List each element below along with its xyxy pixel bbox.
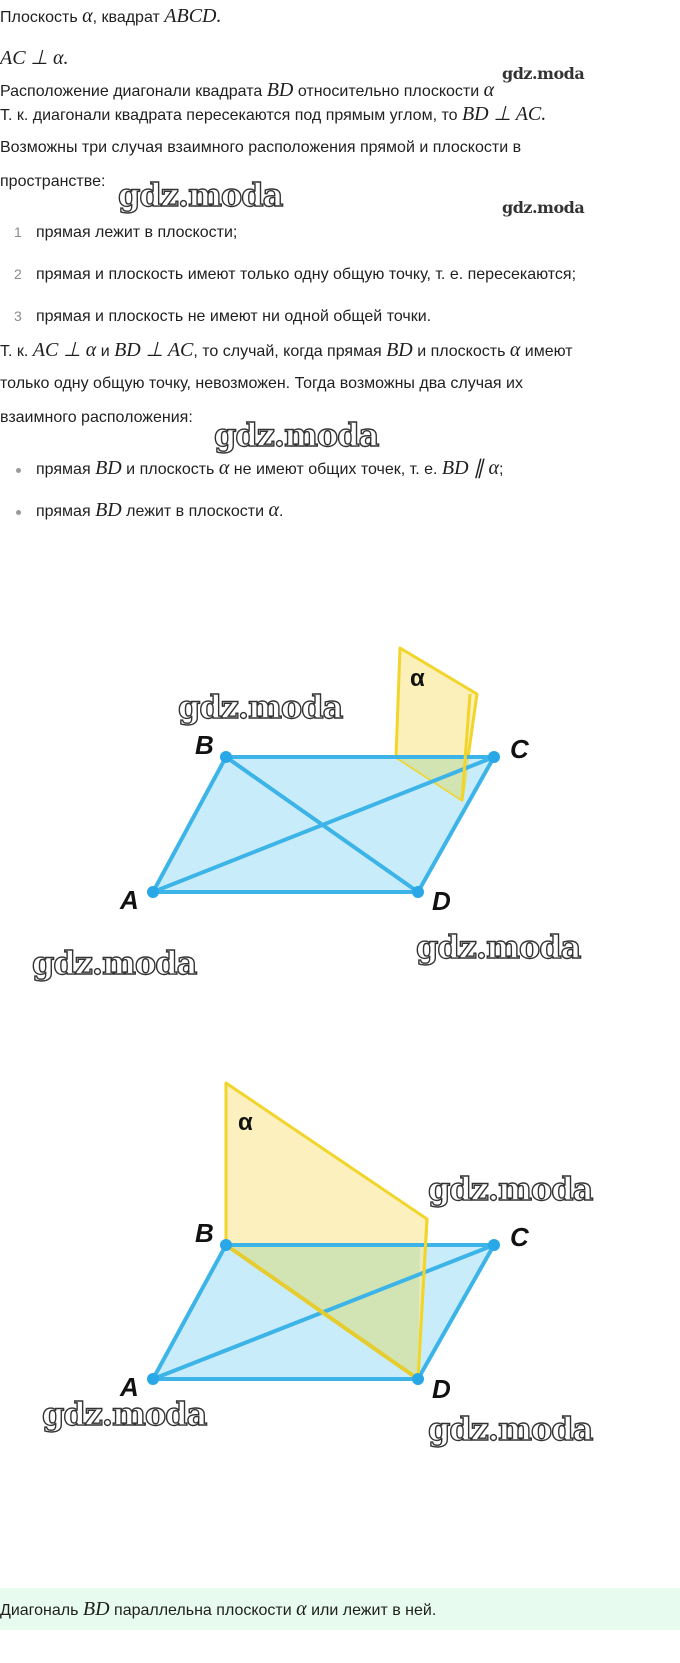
watermark: gdz.moda <box>118 176 283 214</box>
intro-line-3: пространстве: <box>0 173 106 190</box>
intro-line-1: Т. к. диагонали квадрата пересекаются под прямым углом, то BD ⊥ AC. <box>0 103 547 125</box>
reasoning-line-1: Т. к. AC ⊥ α и BD ⊥ AC, то случай, когда прямая BD и плоскость α имеют <box>0 339 573 361</box>
vertex-d <box>412 886 424 898</box>
label-b: B <box>195 1218 214 1248</box>
bullet <box>16 510 21 515</box>
watermark: gdz.moda <box>416 928 581 966</box>
case-item: прямая и плоскость имеют только одну общую точку, т. е. пересекаются; <box>36 266 577 283</box>
label-alpha: α <box>238 1109 253 1136</box>
case-item: прямая и плоскость не имеют ни одной общей точки. <box>36 308 432 325</box>
label-d: D <box>432 1374 451 1404</box>
conclusion-box <box>0 1588 680 1630</box>
case-number: 2 <box>14 266 22 282</box>
label-c: C <box>510 734 529 764</box>
watermark: gdz.moda <box>214 416 379 454</box>
reasoning-line-2: только одну общую точку, невозможен. Тогда возможны два случая их <box>0 375 523 392</box>
option-item: прямая BD лежит в плоскости α. <box>36 499 284 521</box>
watermark: gdz.moda <box>428 1410 593 1448</box>
conclusion-text: Диагональ BD параллельна плоскости α или лежит в ней. <box>0 1598 437 1620</box>
vertex-b <box>220 751 232 763</box>
bullet <box>16 468 21 473</box>
watermark: gdz.moda <box>502 64 585 83</box>
option-item: прямая BD и плоскость α не имеют общих точек, т. е. BD ∥ α; <box>36 457 504 479</box>
given-line-3: Расположение диагонали квадрата BD относительно плоскости α <box>0 79 495 101</box>
label-c: C <box>510 1222 529 1252</box>
case-number: 3 <box>14 308 22 324</box>
figure-case-line-in-plane <box>0 1070 680 1430</box>
label-a: A <box>120 885 139 915</box>
vertex-b <box>220 1239 232 1251</box>
reasoning-line-3: взаимного расположения: <box>0 409 193 426</box>
case-number: 1 <box>14 224 22 240</box>
given-line-2: AC ⊥ α. <box>0 47 69 69</box>
vertex-d <box>412 1373 424 1385</box>
label-b: B <box>195 730 214 760</box>
label-a: A <box>120 1372 139 1402</box>
vertex-a <box>147 886 159 898</box>
vertex-a <box>147 1373 159 1385</box>
case-item: прямая лежит в плоскости; <box>36 224 238 241</box>
label-alpha: α <box>410 665 425 692</box>
watermark: gdz.moda <box>428 1170 593 1208</box>
watermark: gdz.moda <box>178 688 343 726</box>
intro-line-2: Возможны три случая взаимного расположения прямой и плоскости в <box>0 139 522 156</box>
label-d: D <box>432 886 451 916</box>
watermark: gdz.moda <box>42 1395 207 1433</box>
square-name: ABCD <box>164 5 217 27</box>
alpha-symbol: α <box>82 5 93 27</box>
given-line-1: Плоскость α, квадрат ABCD. <box>0 5 222 27</box>
vertex-c <box>488 751 500 763</box>
watermark: gdz.moda <box>32 944 197 982</box>
vertex-c <box>488 1239 500 1251</box>
watermark: gdz.moda <box>502 198 585 217</box>
